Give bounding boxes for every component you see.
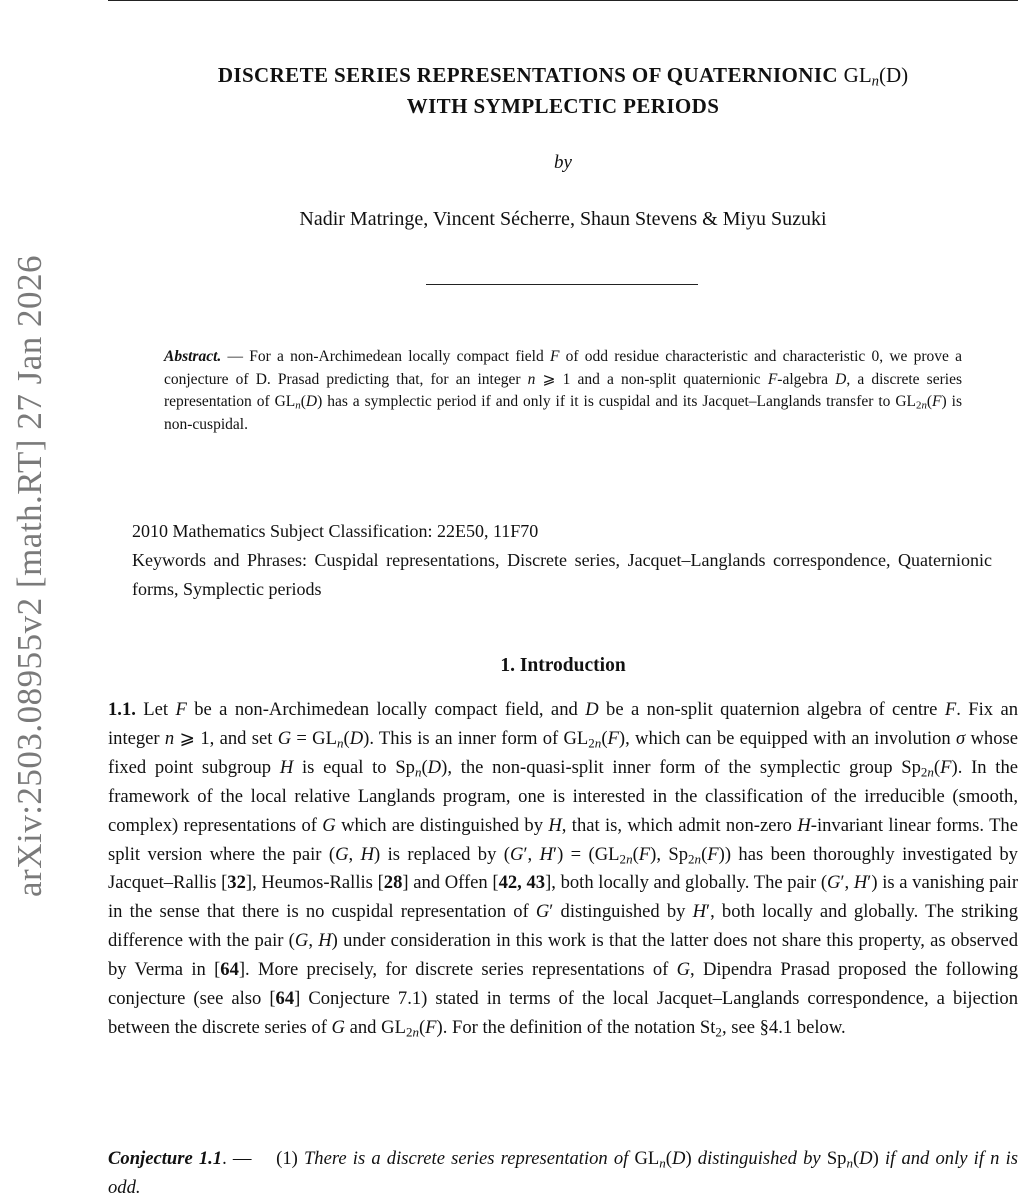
citation: 32 bbox=[227, 872, 246, 894]
by-line: by bbox=[554, 152, 572, 173]
citation: 64 bbox=[275, 988, 295, 1010]
conjecture-1-1: Conjecture 1.1. — (1) There is a discrete series representation of $GL_n(D)$ distinguished by $Sp_n(D)$ if and only if n is odd. bbox=[108, 1148, 1018, 1198]
classification-block bbox=[132, 517, 992, 604]
paper-title: DISCRETE SERIES REPRESENTATIONS OF QUATERNIONIC $GL_n(D)$ WITH SYMPLECTIC PERIODS bbox=[217, 63, 909, 118]
keywords-line: Keywords and Phrases: Cuspidal representations, Discrete series, Jacquet–Langlands correspondence, Quaternionic forms, Symplectic periods bbox=[132, 550, 992, 599]
msc-line: 2010 Mathematics Subject Classification: 22E50, 11F70 bbox=[132, 521, 539, 541]
conjecture-heading: Conjecture 1.1 bbox=[108, 1148, 223, 1169]
citation: 64 bbox=[220, 959, 239, 981]
arxiv-identifier: arXiv:2503.08955v2 [math.RT] 27 Jan 2026 bbox=[10, 255, 49, 897]
citation: 28 bbox=[383, 872, 403, 894]
authors: Nadir Matringe, Vincent Sécherre, Shaun Stevens & Miyu Suzuki bbox=[299, 208, 827, 230]
paragraph-number: 1.1. bbox=[108, 699, 136, 720]
arxiv-sidebar bbox=[0, 0, 60, 1200]
abstract: Abstract. — For a non-Archimedean locally compact field F of odd residue characteristic and characteristic 0, we prove a conjecture of D. Prasad predicting that, for an integer n ⩾ 1 and a non-split quaternionic F-algebra D, a discrete series representation of $GL_n(D)$ has a symplectic period if and only if it is cuspidal and its Jacquet–Langlands transfer to $GL_{2n}(F)$ is non-cuspidal. bbox=[164, 348, 963, 433]
top-rule bbox=[108, 0, 1018, 1]
paragraph-1-1: 1.1. Let F be a non-Archimedean locally compact field, and D be a non-split quaternion algebra of centre F. Fix an integer n ⩾ 1, and set $G = GL_n(D)$. This is an inner form of $GL_{2n}(F)$, which can be equipped with an involution σ whose fixed point subgroup H is equal to $Sp_n(D)$, the non-quasi-split inner form of the symplectic group $Sp_{2n}(F)$. In the framework of the local relative Langlands program, one is interested in the classification of the irreducible (smooth, complex) representations of G which are distinguished by H, that is, which admit non-zero H-invariant linear forms. The split version where the pair (G, H) is replaced by (G′, $H') = (GL_{2n}(F)$, $Sp_{2n}(F)$) has been thoroughly investigated by Jacquet–Rallis [32], Heumos-Rallis [28] and Offen [42, 43], both locally and globally. The pair (G′, H′) is a vanishing pair in the sense that there is no cuspidal representation of G′ distinguished by H′, both locally and globally. The striking difference with the pair (G, H) under consideration in this work is that the latter does not share this property, as observed by Verma in [64]. More precisely, for discrete series representations of G, Dipendra Prasad proposed the following conjecture (see also [64] Conjecture 7.1) stated in terms of the local Jacquet–Langlands correspondence, a bijection between the discrete series of G and $GL_{2n}(F)$. For the definition of the notation $St_2$, see §4.1 below. bbox=[108, 699, 1018, 1040]
abstract-heading: Abstract. bbox=[164, 348, 222, 365]
section-heading: 1. Introduction bbox=[500, 655, 626, 676]
citation: 42, 43 bbox=[498, 872, 546, 894]
title-separator bbox=[426, 284, 698, 285]
